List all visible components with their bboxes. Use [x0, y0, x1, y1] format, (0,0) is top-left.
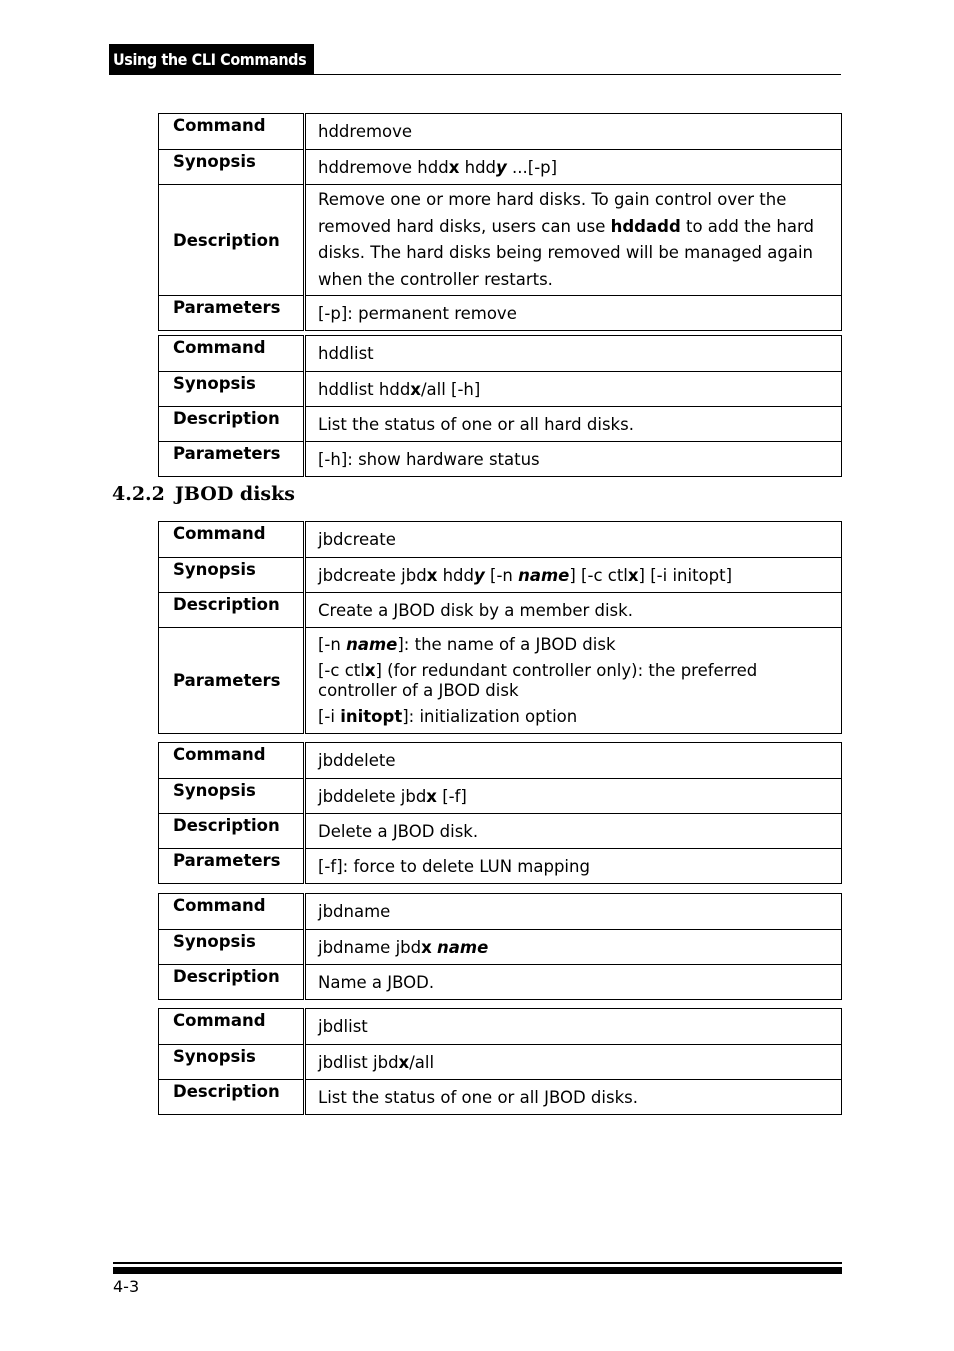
command-label: Command [159, 522, 305, 558]
description-label: Description [159, 814, 305, 849]
footer-rule-thick [113, 1267, 842, 1274]
synopsis-value: jbdlist jbdx/all [305, 1045, 842, 1080]
command-label: Command [159, 336, 305, 372]
synopsis-value: hddlist hddx/all [-h] [305, 372, 842, 407]
chapter-header-tab: Using the CLI Commands [109, 44, 314, 75]
header-rule [109, 74, 841, 75]
parameter-item: [-i initopt]: initialization option [318, 706, 578, 726]
parameter-item: [-c ctlx] (for redundant controller only): the preferred controller of a JBOD disk [318, 660, 758, 700]
synopsis-value: hddremove hddx hddy ...[-p] [305, 150, 842, 185]
command-label: Command [159, 894, 305, 930]
description-label: Description [159, 407, 305, 442]
parameter-item: [-n name]: the name of a JBOD disk [318, 634, 616, 654]
description-value: List the status of one or all JBOD disks. [305, 1080, 842, 1115]
command-table-jbdname [158, 893, 842, 1000]
section-number: 4.2.2 [112, 483, 165, 505]
footer-rule-thin [113, 1262, 842, 1264]
parameters-value: [-p]: permanent remove [305, 296, 842, 331]
description-value: Name a JBOD. [305, 965, 842, 1000]
command-table-jbddelete [158, 742, 842, 884]
description-label: Description [159, 1080, 305, 1115]
synopsis-value: jbdname jbdx name [305, 930, 842, 965]
description-value: Remove one or more hard disks. To gain control over the removed hard disks, users can use hddadd to add the hard disks. The hard disks being removed will be managed again when the controller restarts. [305, 185, 842, 296]
command-label: Command [159, 743, 305, 779]
command-table-jbdlist [158, 1008, 842, 1115]
parameters-label: Parameters [159, 628, 305, 734]
synopsis-label: Synopsis [159, 558, 305, 593]
description-label: Description [159, 593, 305, 628]
command-table-hddlist [158, 335, 842, 477]
description-label: Description [159, 185, 305, 296]
command-name: hddlist [305, 336, 842, 372]
section-heading [112, 483, 295, 505]
page-number: 4-3 [113, 1277, 140, 1296]
command-name: jbdcreate [305, 522, 842, 558]
command-name: jbdname [305, 894, 842, 930]
synopsis-label: Synopsis [159, 930, 305, 965]
parameters-label: Parameters [159, 296, 305, 331]
parameters-value [305, 628, 842, 734]
parameters-value: [-f]: force to delete LUN mapping [305, 849, 842, 884]
command-name: jbddelete [305, 743, 842, 779]
command-table-hddremove [158, 113, 842, 331]
synopsis-label: Synopsis [159, 1045, 305, 1080]
parameters-value: [-h]: show hardware status [305, 442, 842, 477]
description-value: Create a JBOD disk by a member disk. [305, 593, 842, 628]
synopsis-label: Synopsis [159, 150, 305, 185]
parameters-label: Parameters [159, 849, 305, 884]
synopsis-value: jbddelete jbdx [-f] [305, 779, 842, 814]
synopsis-value: jbdcreate jbdx hddy [-n name] [-c ctlx] [-i initopt] [305, 558, 842, 593]
description-value: Delete a JBOD disk. [305, 814, 842, 849]
command-name: hddremove [305, 114, 842, 150]
command-name: jbdlist [305, 1009, 842, 1045]
command-label: Command [159, 114, 305, 150]
synopsis-label: Synopsis [159, 372, 305, 407]
section-title: JBOD disks [174, 483, 295, 505]
command-label: Command [159, 1009, 305, 1045]
description-value: List the status of one or all hard disks. [305, 407, 842, 442]
description-label: Description [159, 965, 305, 1000]
synopsis-label: Synopsis [159, 779, 305, 814]
parameters-label: Parameters [159, 442, 305, 477]
command-table-jbdcreate [158, 521, 842, 734]
